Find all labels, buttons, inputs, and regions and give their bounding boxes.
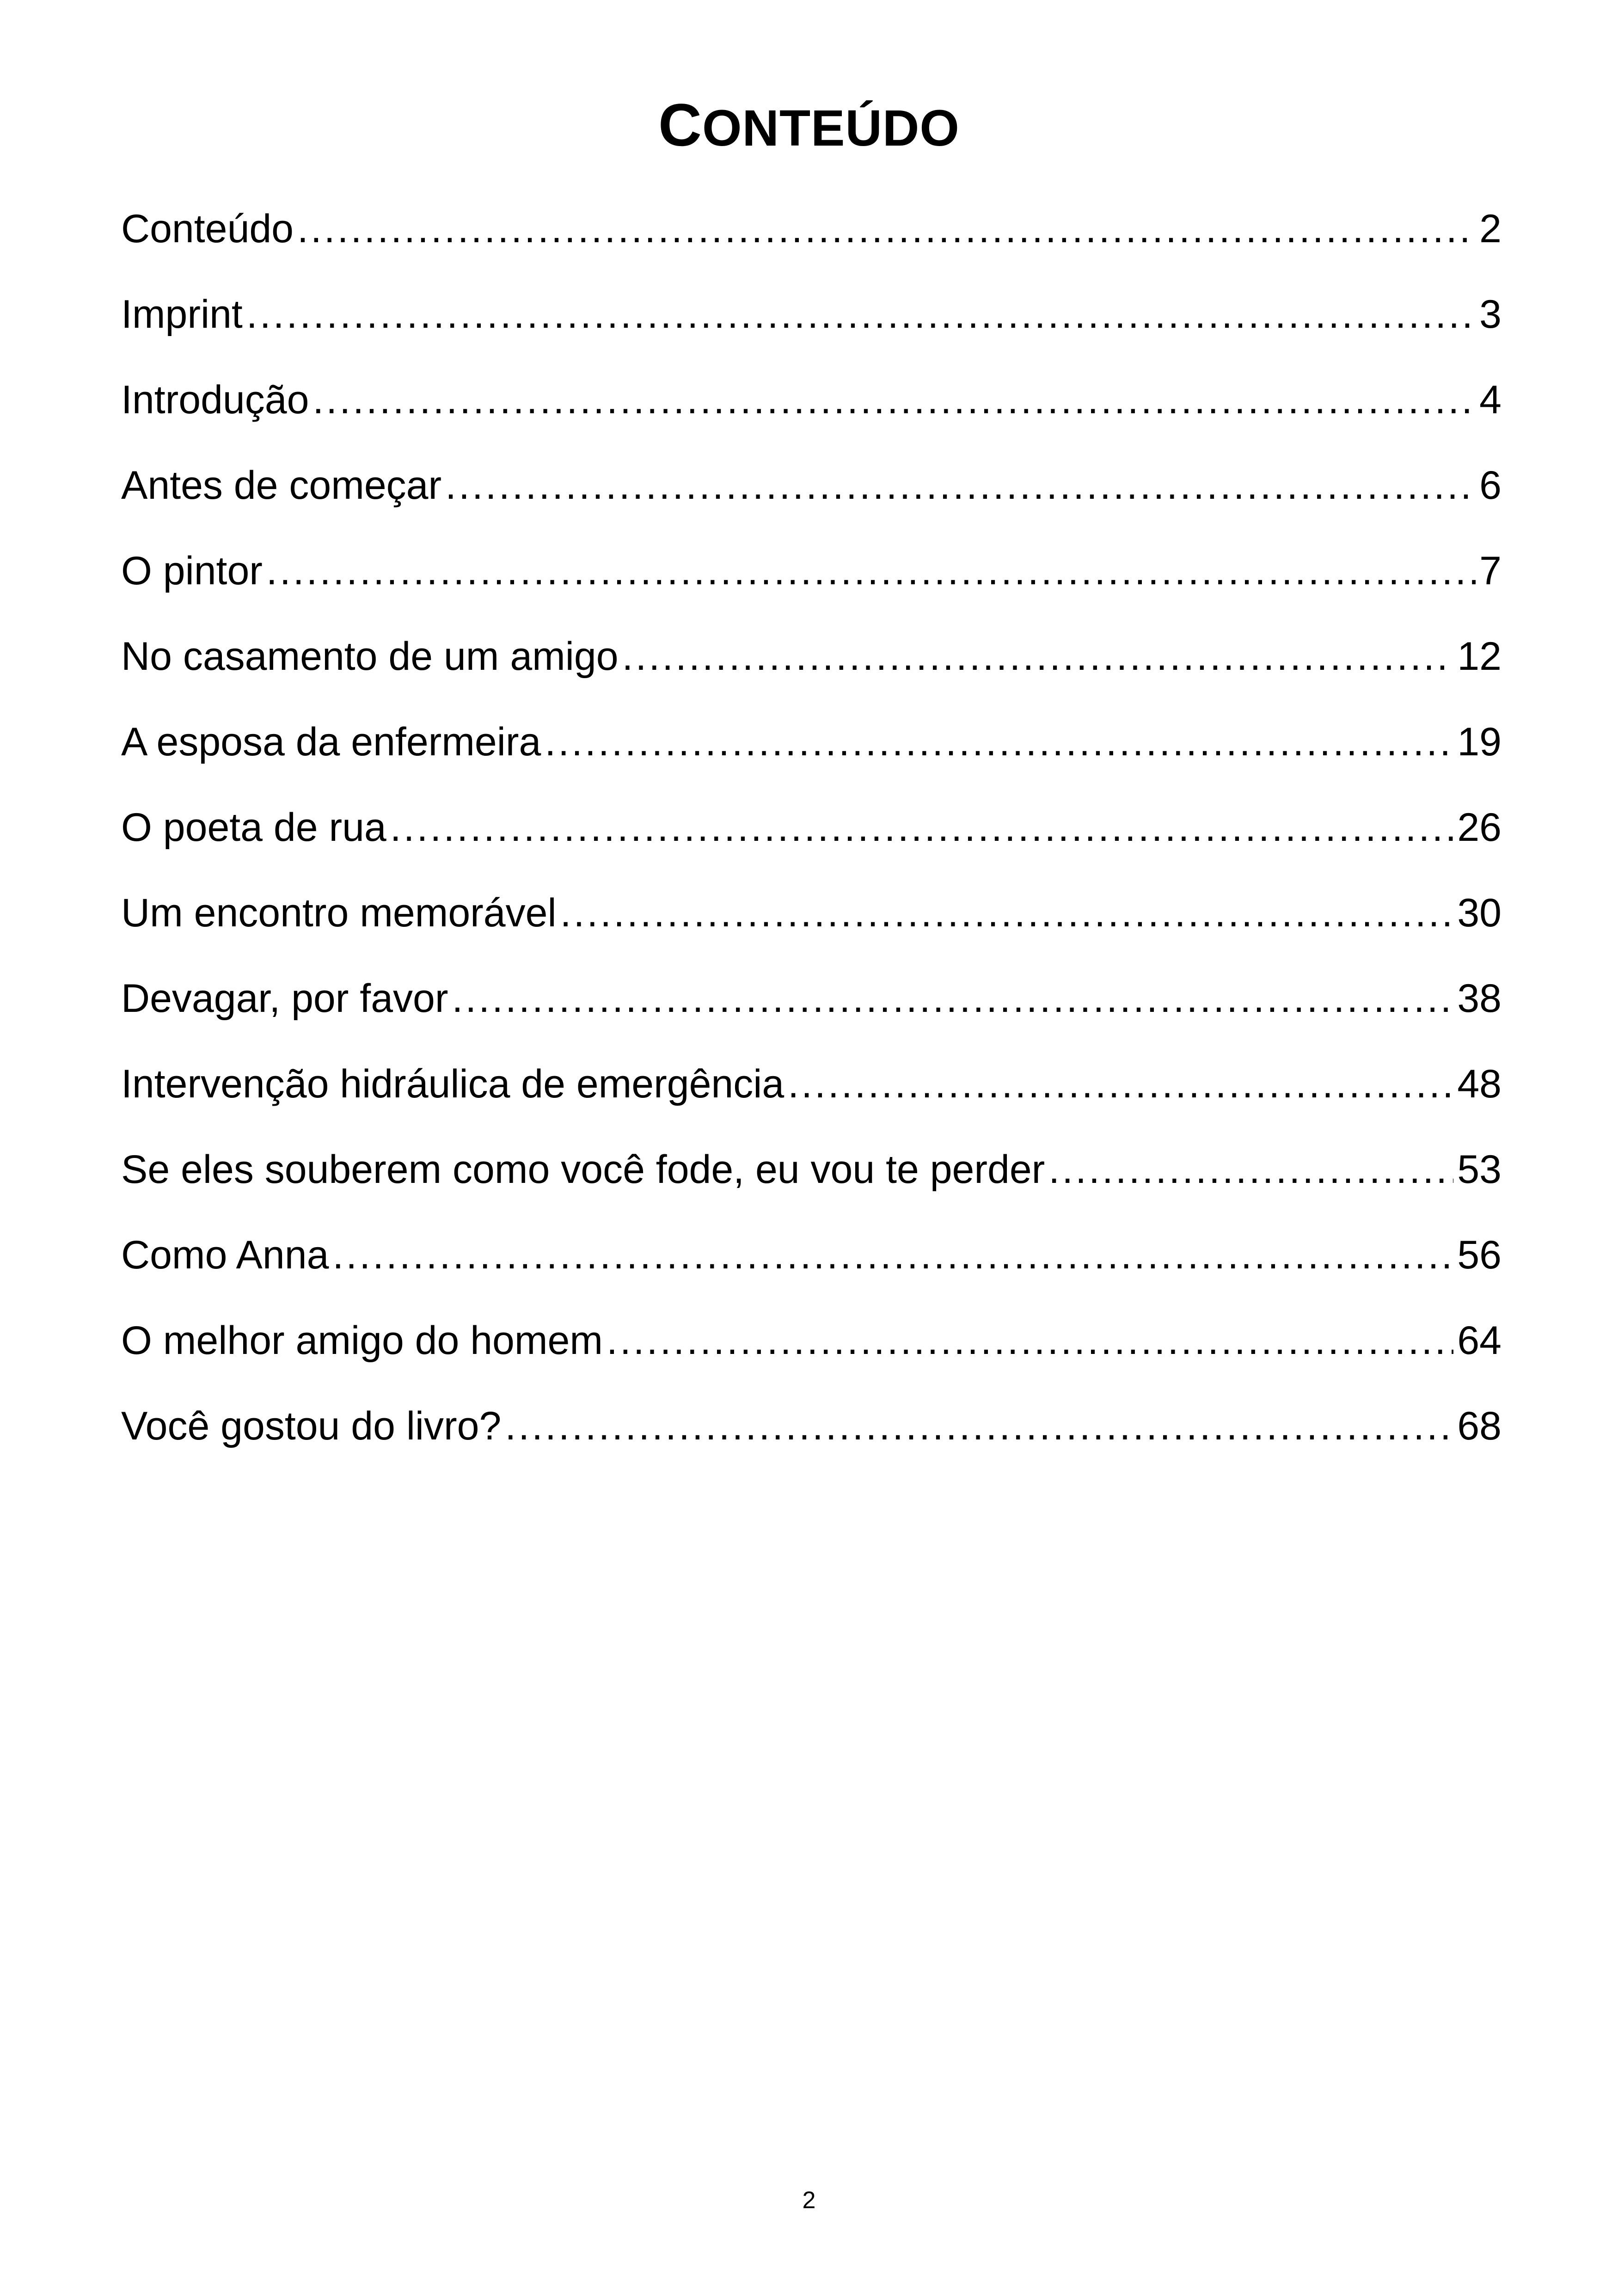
toc-entry-page: 26 bbox=[1457, 805, 1502, 850]
toc-entry[interactable] bbox=[121, 361, 1502, 446]
toc-entry[interactable] bbox=[121, 190, 1502, 275]
toc-entry[interactable] bbox=[121, 275, 1502, 361]
toc-entry-label: Intervenção hidráulica de emergência bbox=[121, 1062, 784, 1106]
toc-entry-page: 64 bbox=[1457, 1318, 1502, 1363]
toc-entry-label: Imprint bbox=[121, 292, 243, 337]
title-initial: C bbox=[658, 91, 702, 159]
toc-entry-label: Um encontro memorável bbox=[121, 891, 557, 935]
toc-entry-page: 6 bbox=[1479, 463, 1502, 508]
toc-leader-dots bbox=[1048, 1130, 1453, 1209]
toc-entry-label: Antes de começar bbox=[121, 463, 442, 508]
toc-leader-dots bbox=[445, 446, 1476, 525]
toc-entry-label: O melhor amigo do homem bbox=[121, 1318, 603, 1363]
toc-leader-dots bbox=[788, 1045, 1453, 1123]
toc-leader-dots bbox=[452, 959, 1453, 1038]
toc-entry-label: Conteúdo bbox=[121, 207, 294, 251]
title-rest: ONTEÚDO bbox=[702, 100, 960, 157]
toc-entry-page: 48 bbox=[1457, 1062, 1502, 1106]
toc-entry-label: Você gostou do livro? bbox=[121, 1404, 502, 1448]
toc-entry-label: No casamento de um amigo bbox=[121, 634, 619, 679]
toc-entry-page: 3 bbox=[1479, 292, 1502, 337]
toc-entry-label: Introdução bbox=[121, 378, 309, 422]
toc-leader-dots bbox=[266, 532, 1476, 610]
toc-entry-label: O poeta de rua bbox=[121, 805, 386, 850]
toc-entry[interactable] bbox=[121, 1130, 1502, 1216]
table-of-contents bbox=[121, 190, 1502, 1472]
toc-leader-dots bbox=[622, 617, 1454, 696]
toc-leader-dots bbox=[560, 874, 1454, 952]
toc-entry[interactable] bbox=[121, 959, 1502, 1045]
toc-entry[interactable] bbox=[121, 788, 1502, 874]
page-number: 2 bbox=[802, 2187, 816, 2214]
toc-leader-dots bbox=[505, 1387, 1453, 1465]
toc-entry-page: 38 bbox=[1457, 976, 1502, 1021]
toc-leader-dots bbox=[246, 275, 1476, 354]
toc-entry-page: 7 bbox=[1479, 549, 1502, 593]
toc-leader-dots bbox=[297, 190, 1476, 268]
toc-entry-label: Se eles souberem como você fode, eu vou te perder bbox=[121, 1147, 1045, 1192]
toc-entry[interactable] bbox=[121, 1216, 1502, 1301]
toc-leader-dots bbox=[332, 1216, 1453, 1294]
toc-leader-dots bbox=[607, 1301, 1453, 1380]
toc-entry[interactable] bbox=[121, 1045, 1502, 1130]
toc-entry[interactable] bbox=[121, 1387, 1502, 1472]
toc-entry-label: Devagar, por favor bbox=[121, 976, 448, 1021]
toc-entry-label: Como Anna bbox=[121, 1233, 329, 1277]
toc-entry-label: O pintor bbox=[121, 549, 263, 593]
toc-entry-page: 53 bbox=[1457, 1147, 1502, 1192]
toc-leader-dots bbox=[390, 788, 1454, 867]
toc-entry[interactable] bbox=[121, 446, 1502, 532]
page-title bbox=[0, 79, 1618, 171]
toc-entry[interactable] bbox=[121, 703, 1502, 788]
toc-entry-page: 19 bbox=[1457, 720, 1502, 764]
toc-entry[interactable] bbox=[121, 532, 1502, 617]
toc-entry-page: 56 bbox=[1457, 1233, 1502, 1277]
toc-entry[interactable] bbox=[121, 617, 1502, 703]
toc-entry-page: 2 bbox=[1479, 207, 1502, 251]
toc-entry-page: 12 bbox=[1457, 634, 1502, 679]
toc-leader-dots bbox=[545, 703, 1453, 781]
toc-entry-page: 4 bbox=[1479, 378, 1502, 422]
toc-entry[interactable] bbox=[121, 1301, 1502, 1387]
toc-entry-page: 68 bbox=[1457, 1404, 1502, 1448]
toc-entry[interactable] bbox=[121, 874, 1502, 959]
toc-entry-label: A esposa da enfermeira bbox=[121, 720, 541, 764]
toc-entry-page: 30 bbox=[1457, 891, 1502, 935]
toc-leader-dots bbox=[313, 361, 1476, 439]
